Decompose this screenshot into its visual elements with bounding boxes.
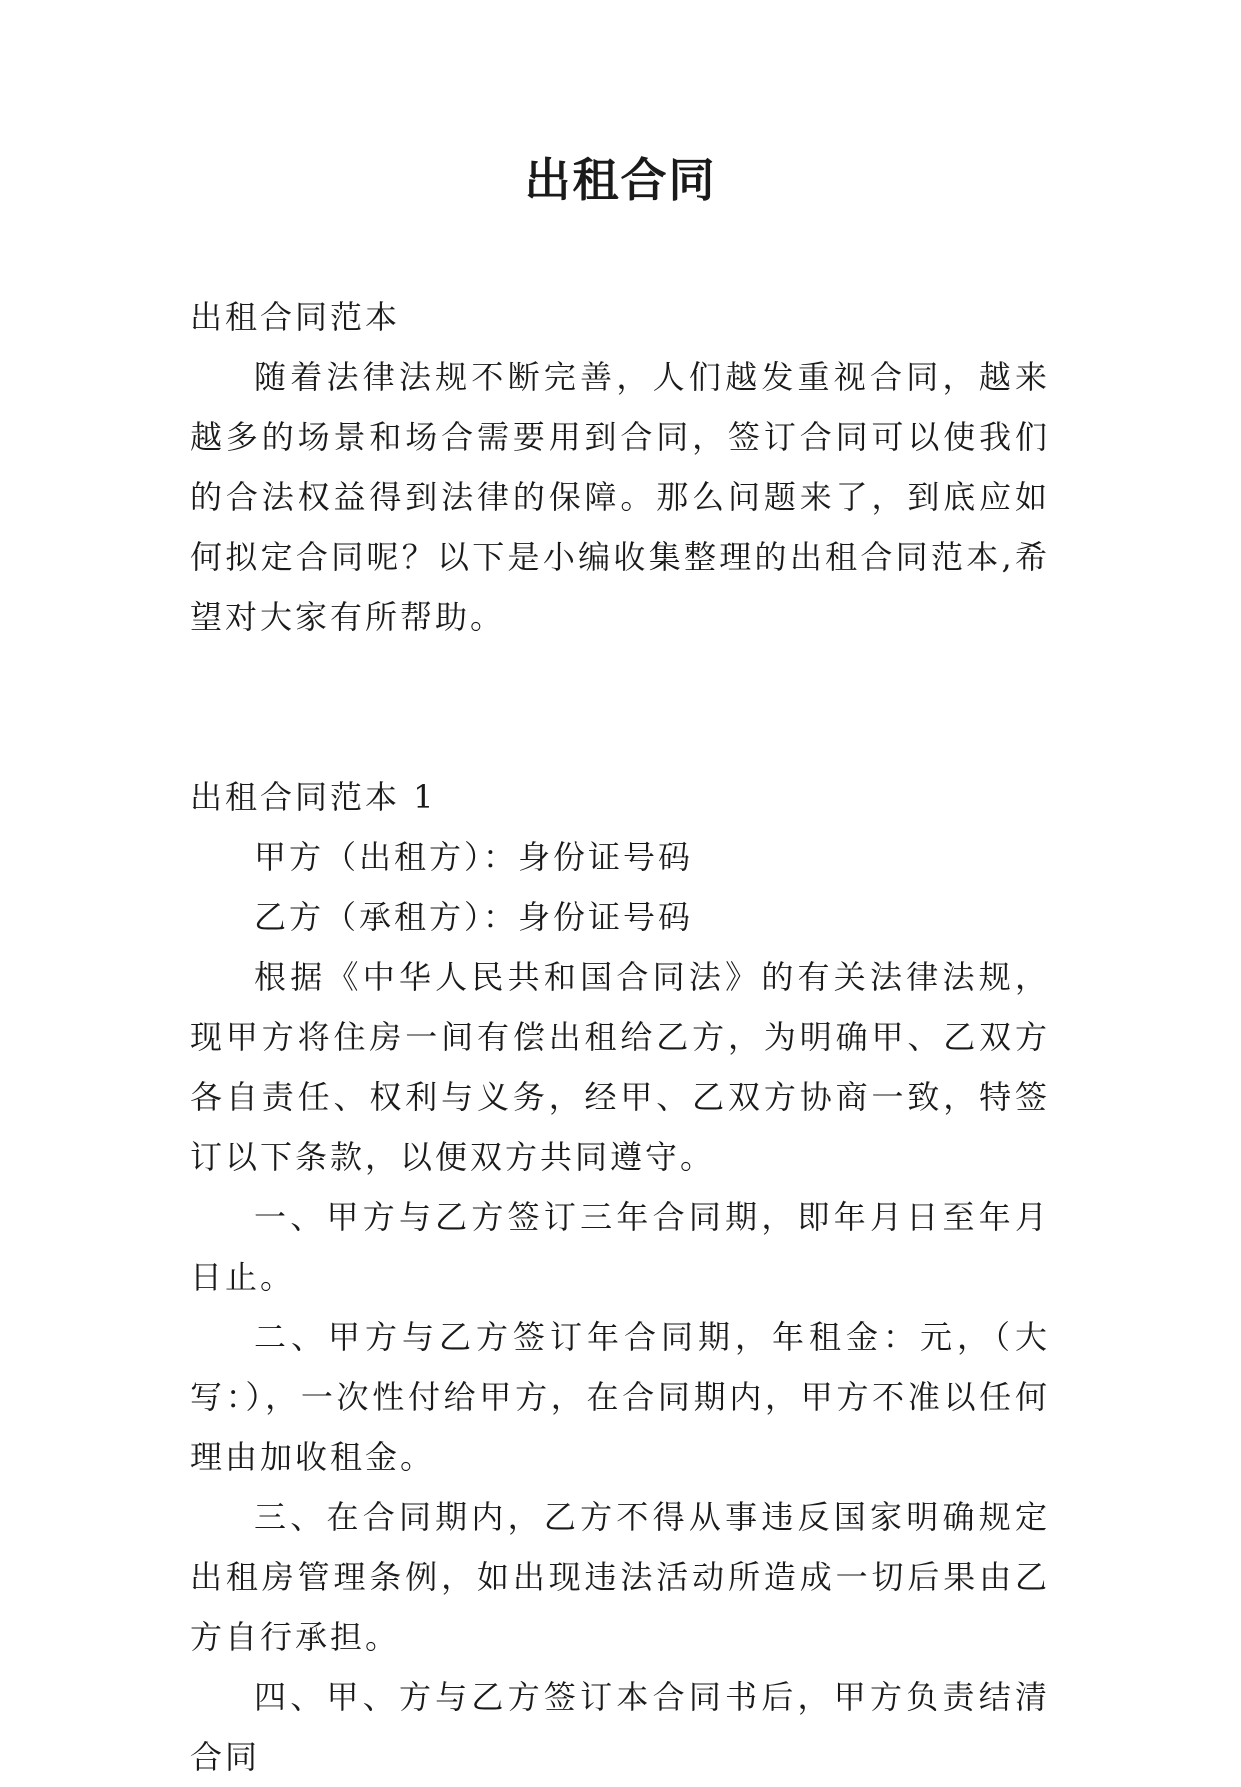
section-spacer — [190, 647, 1050, 767]
clause-2: 二、甲方与乙方签订年合同期，年租金：元，（大写：），一次性付给甲方，在合同期内，甲方不准以任何理由加收租金。 — [190, 1318, 1050, 1476]
preamble-paragraph: 根据《中华人民共和国合同法》的有关法律法规，现甲方将住房一间有偿出租给乙方，为明确甲、乙双方各自责任、权利与义务，经甲、乙双方协商一致，特签订以下条款，以便双方共同遵守。 — [190, 958, 1050, 1176]
intro-heading: 出租合同范本 — [190, 298, 401, 336]
clause-1: 一、甲方与乙方签订三年合同期，即年月日至年月日止。 — [190, 1198, 1050, 1296]
document-body — [190, 287, 1050, 1787]
party-b-line: 乙方（承租方）：身份证号码 — [254, 898, 694, 936]
document-title: 出租合同 — [524, 153, 717, 207]
section-heading: 出租合同范本 1 — [190, 778, 437, 816]
intro-paragraph: 随着法律法规不断完善，人们越发重视合同，越来越多的场景和场合需要用到合同，签订合同可以使我们的合法权益得到法律的保障。那么问题来了，到底应如何拟定合同呢？以下是小编收集整理的出租合同范本,希望对大家有所帮助。 — [190, 358, 1050, 636]
clause-4: 四、甲、方与乙方签订本合同书后，甲方负责结清合同 — [190, 1678, 1050, 1776]
clause-3: 三、在合同期内，乙方不得从事违反国家明确规定出租房管理条例，如出现违法活动所造成一切后果由乙方自行承担。 — [190, 1498, 1050, 1656]
party-a-line: 甲方（出租方）：身份证号码 — [254, 838, 694, 876]
